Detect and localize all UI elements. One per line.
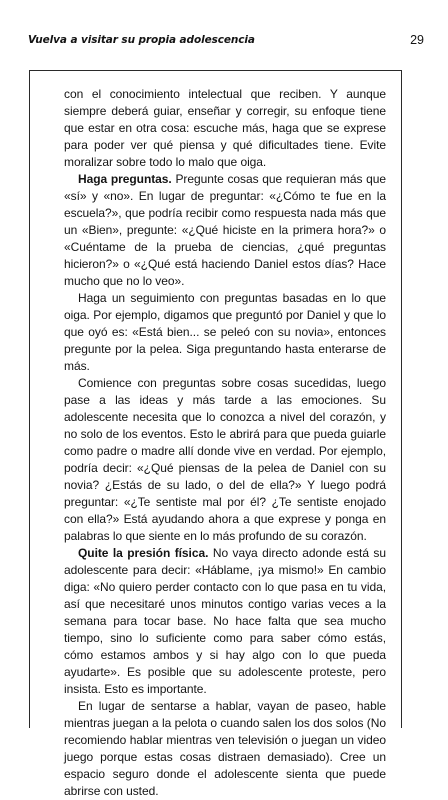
paragraph-lead: Haga preguntas.: [78, 172, 172, 186]
paragraph-text: Haga un seguimiento con preguntas basadas en lo que oiga. Por ejemplo, digamos que preguntó por Daniel y que lo que oyó es: «Está bien... se peleó con su novia», entonces pregunte por la pelea. Siga preguntando hasta enterarse de más.: [64, 291, 386, 373]
paragraph-text: Comience con preguntas sobre cosas sucedidas, luego pase a las ideas y más tarde a las emociones. Su adolescente necesita que lo conozca a nivel del corazón, y no solo de los eventos. Esto le abrirá para que pueda guiarle como padre o madre allí donde vive en verdad. Por ejemplo, podría decir: «¿Qué piensas de la pelea de Daniel con su novia? ¿Estás de su lado, o del de ella?» Y luego podrá preguntar: «¿Te sentiste mal por él? ¿Te sentiste enojado con ella?» Está ayudando ahora a que exprese y ponga en palabras lo que siente en lo más profundo de su corazón.: [64, 376, 386, 543]
paragraph-text: En lugar de sentarse a hablar, vayan de paseo, hable mientras juegan a la pelota o cuando salen los dos solos (No recomiendo hablar mientras ven televisión o juegan un video juego porque estas cosas distraen demasiado). Cree un espacio seguro donde el adolescente sienta que puede abrirse con usted.: [64, 699, 386, 798]
paragraph: [64, 545, 386, 698]
paragraph: [64, 171, 386, 290]
paragraph-lead: Quite la presión física.: [78, 546, 209, 560]
body-text: [64, 86, 386, 800]
running-head: [28, 34, 424, 50]
paragraph: [64, 698, 386, 800]
page-number: 29: [410, 33, 424, 47]
running-title: Vuelva a visitar su propia adolescencia: [28, 34, 255, 46]
paragraph: [64, 290, 386, 375]
paragraph-text: con el conocimiento intelectual que reciben. Y aunque siempre deberá guiar, enseñar y corregir, su enfoque tiene que estar en otra cosa: escuche más, haga que se exprese para poder ver qué piensa y qué dificultades tiene. Evite moralizar sobre todo lo malo que oiga.: [64, 87, 386, 169]
paragraph-text: No vaya directo adonde está su adolescente para decir: «Háblame, ¡ya mismo!» En cambio diga: «No quiero perder contacto con lo que pasa en tu vida, así que necesitaré unos minutos contigo varias veces a la semana para tocar base. No hace falta que sea mucho tiempo, sino lo suficiente como para saber cómo estás, cómo estamos ambos y si hay algo con lo que pueda ayudarte». Es posible que su adolescente proteste, pero insista. Esto es importante.: [64, 546, 386, 696]
paragraph: [64, 86, 386, 171]
paragraph: [64, 375, 386, 545]
paragraph-text: Pregunte cosas que requieran más que «sí» y «no». En lugar de preguntar: «¿Cómo te fue en la escuela?», que podría recibir como respuesta nada más que un «Bien», pregunte: «¿Qué hiciste en la primera hora?» o «Cuéntame de la prueba de ciencias, ¿qué preguntas hicieron?» o «¿Qué está haciendo Daniel estos días? Hace mucho que no lo veo».: [64, 172, 386, 288]
